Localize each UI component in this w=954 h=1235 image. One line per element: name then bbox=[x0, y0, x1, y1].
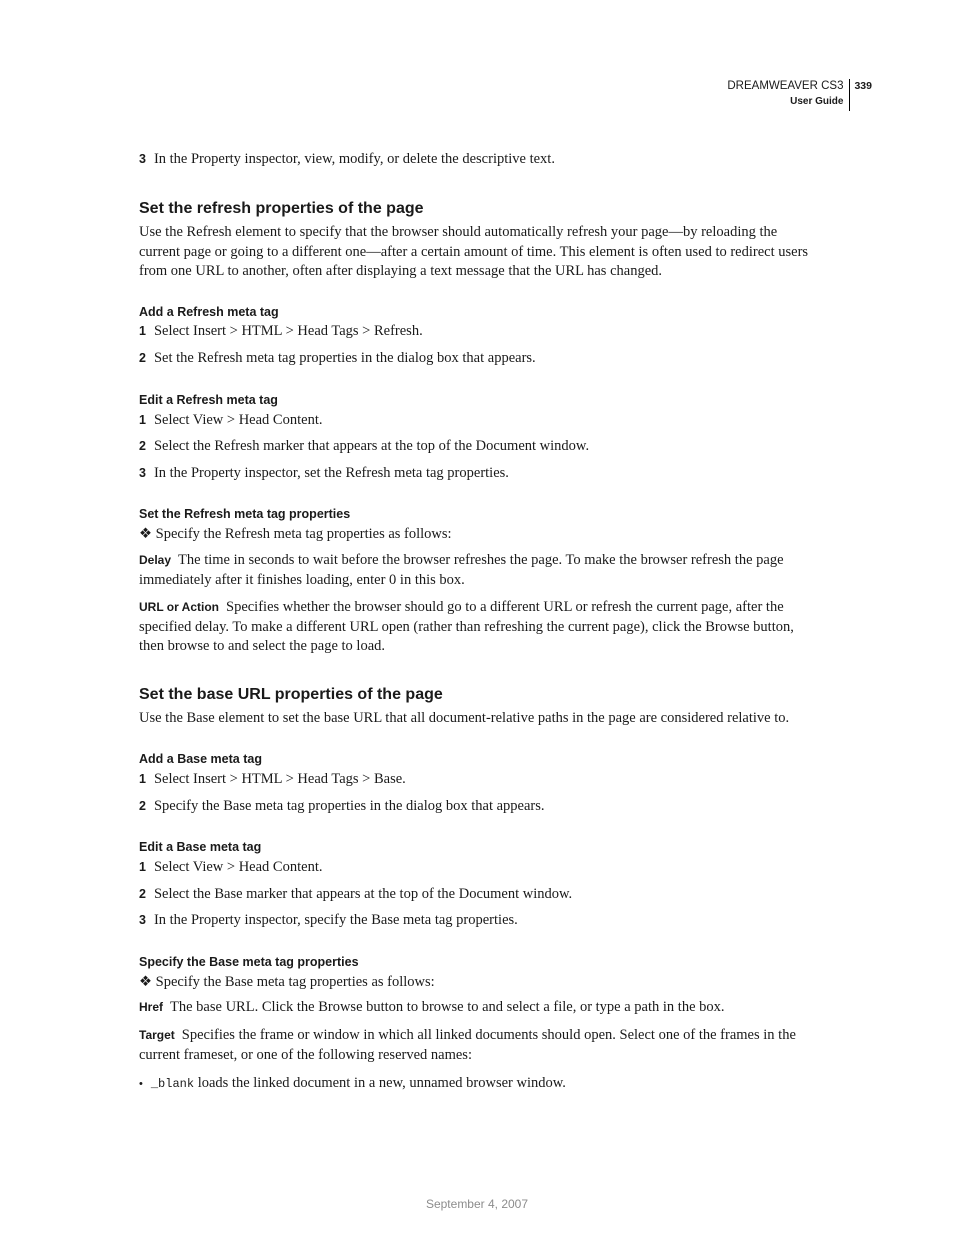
step-row bbox=[139, 411, 819, 431]
refresh-heading: Set the refresh properties of the page bbox=[139, 200, 424, 217]
step-text: In the Property inspector, set the Refresh meta tag properties. bbox=[153, 465, 509, 481]
step-number: 1 bbox=[139, 860, 146, 874]
base-intro: Use the Base element to set the base URL that all document-relative paths in the page are considered relative to. bbox=[139, 710, 790, 726]
step-text: In the Property inspector, view, modify, or delete the descriptive text. bbox=[153, 151, 555, 167]
edit-refresh-heading: Edit a Refresh meta tag bbox=[139, 393, 278, 407]
target-term: Target bbox=[139, 1028, 175, 1042]
step-top bbox=[139, 150, 819, 170]
step-number: 3 bbox=[139, 466, 146, 480]
step-row bbox=[139, 437, 819, 457]
footer-date: September 4, 2007 bbox=[425, 1197, 529, 1211]
add-base-heading: Add a Base meta tag bbox=[139, 752, 262, 766]
guide-name: User Guide bbox=[790, 96, 844, 107]
step-text: Select Insert > HTML > Head Tags > Refresh. bbox=[153, 323, 423, 339]
reserved-name-code: _blank bbox=[150, 1077, 195, 1091]
step-text: Set the Refresh meta tag properties in the dialog box that appears. bbox=[153, 350, 536, 366]
step-row bbox=[139, 464, 819, 484]
step-row bbox=[139, 349, 819, 369]
delay-term: Delay bbox=[139, 553, 172, 567]
bullet-text: loads the linked document in a new, unnamed browser window. bbox=[194, 1075, 566, 1091]
page-header bbox=[727, 79, 872, 111]
href-text: The base URL. Click the Browse button to browse to and select a file, or type a path in the box. bbox=[170, 999, 725, 1015]
step-text: Select Insert > HTML > Head Tags > Base. bbox=[153, 771, 406, 787]
step-number: 3 bbox=[139, 152, 146, 166]
href-term: Href bbox=[139, 1000, 164, 1014]
list-item bbox=[139, 1074, 819, 1095]
step-number: 1 bbox=[139, 324, 146, 338]
step-text: Select the Base marker that appears at the top of the Document window. bbox=[153, 886, 573, 902]
step-row bbox=[139, 770, 819, 790]
step-row bbox=[139, 797, 819, 817]
header-titles bbox=[727, 79, 850, 111]
step-number: 2 bbox=[139, 351, 146, 365]
edit-base-heading: Edit a Base meta tag bbox=[139, 840, 262, 854]
target-text: Specifies the frame or window in which all linked documents should open. Select one of the frames in the current frameset, or one of the following reserved names: bbox=[139, 1027, 796, 1063]
add-refresh-heading: Add a Refresh meta tag bbox=[139, 305, 279, 319]
url-definition bbox=[139, 598, 819, 657]
step-number: 3 bbox=[139, 913, 146, 927]
delay-definition bbox=[139, 551, 819, 590]
step-number: 1 bbox=[139, 772, 146, 786]
target-definition bbox=[139, 1026, 819, 1065]
step-text: Specify the Base meta tag properties in the dialog box that appears. bbox=[153, 798, 545, 814]
bullet-icon: • bbox=[139, 1078, 143, 1090]
step-text: Select View > Head Content. bbox=[153, 859, 323, 875]
step-number: 1 bbox=[139, 413, 146, 427]
url-text: Specifies whether the browser should go to a different URL or refresh the current page, after the specified delay. To make a different URL open (rather than refreshing the current page), click the Browse button, then browse to and select the page to load. bbox=[139, 599, 794, 654]
step-row bbox=[139, 885, 819, 905]
refresh-intro: Use the Refresh element to specify that the browser should automatically refresh your page—by reloading the current page or going to a different one—after a certain amount of time. This element is often used to redirect users from one URL to another, often after displaying a text message that the URL has changed. bbox=[139, 224, 809, 279]
step-row bbox=[139, 858, 819, 878]
href-definition bbox=[139, 998, 819, 1018]
step-text: Select the Refresh marker that appears at the top of the Document window. bbox=[153, 438, 590, 454]
base-props-heading: Specify the Base meta tag properties bbox=[139, 955, 359, 969]
step-text: Select View > Head Content. bbox=[153, 412, 323, 428]
step-number: 2 bbox=[139, 799, 146, 813]
url-term: URL or Action bbox=[139, 600, 219, 614]
product-name: DREAMWEAVER CS3 bbox=[727, 80, 844, 92]
delay-text: The time in seconds to wait before the browser refreshes the page. To make the browser refresh the page immediately after it finishes loading, enter 0 in this box. bbox=[139, 552, 784, 588]
step-number: 2 bbox=[139, 439, 146, 453]
step-text: In the Property inspector, specify the Base meta tag properties. bbox=[153, 912, 518, 928]
base-heading: Set the base URL properties of the page bbox=[139, 686, 443, 703]
refresh-props-heading: Set the Refresh meta tag properties bbox=[139, 507, 351, 521]
step-row bbox=[139, 911, 819, 931]
step-row bbox=[139, 322, 819, 342]
step-number: 2 bbox=[139, 887, 146, 901]
base-props-intro: ❖ Specify the Base meta tag properties as follows: bbox=[139, 974, 435, 990]
refresh-props-intro: ❖ Specify the Refresh meta tag properties as follows: bbox=[139, 526, 452, 542]
page-number: 339 bbox=[854, 80, 872, 92]
